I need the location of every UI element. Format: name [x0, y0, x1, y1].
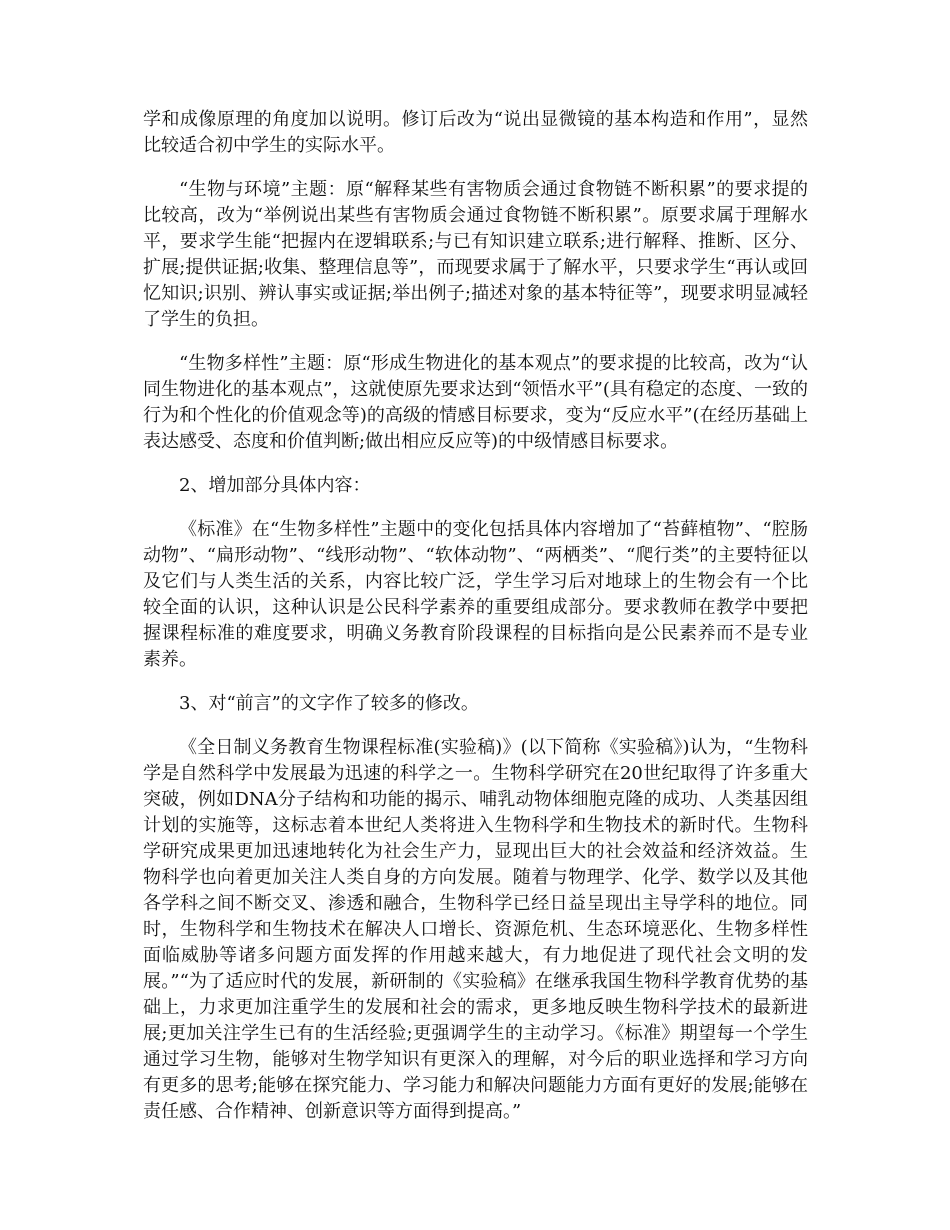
paragraph-standard-changes: 《标准》在“生物多样性”主题中的变化包括具体内容增加了“苔藓植物”、“腔肠动物”、“扁形动物”、“线形动物”、“软体动物”、“两栖类”、“爬行类”的主要特征以及它们与人类生活的关系，内容比较广泛，学生学习后对地球上的生物会有一个比较全面的认识，这种认识是公民科学素养的重要组成部分。要求教师在教学中要把握课程标准的难度要求，明确义务教育阶段课程的目标指向是公民素养而不是专业素养。 — [143, 519, 808, 670]
paragraph-environment-theme: “生物与环境”主题：原“解释某些有害物质会通过食物链不断积累”的要求提的比较高，改为“举例说出某些有害物质会通过食物链不断积累”。原要求属于理解水平，要求学生能“把握内在逻辑联系;与已有知识建立联系;进行解释、推断、区分、扩展;提供证据;收集、整理信息等”，而现要求属于了解水平，只要求学生“再认或回忆知识;识别、辨认事实或证据;举出例子;描述对象的基本特征等”，现要求明显减轻了学生的负担。 — [143, 179, 808, 330]
section-heading-preface-revisions: 3、对“前言”的文字作了较多的修改。 — [179, 693, 479, 714]
document-body — [143, 107, 808, 1143]
paragraph-experimental-draft: 《全日制义务教育生物课程标准(实验稿)》(以下简称《实验稿》)认为，“生物科学是自然科学中发展最为迅速的科学之一。生物科学研究在20世纪取得了许多重大突破，例如DNA分子结构和功能的揭示、哺乳动物体细胞克隆的成功、人类基因组计划的实施等，这标志着本世纪人类将进入生物科学和生物技术的新时代。生物科学研究成果更加迅速地转化为社会生产力，显现出巨大的社会效益和经济效益。生物科学也向着更加关注人类自身的方向发展。随着与物理学、化学、数学以及其他各学科之间不断交叉、渗透和融合，生物科学已经日益呈现出主导学科的地位。同时，生物科学和生物技术在解决人口增长、资源危机、生态环境恶化、生物多样性面临威胁等诸多问题方面发挥的作用越来越大，有力地促进了现代社会文明的发展。”“为了适应时代的发展，新研制的《实验稿》在继承我国生物科学教育优势的基础上，力求更加注重学生的发展和社会的需求，更多地反映生物科学技术的最新进展;更加关注学生已有的生活经验;更强调学生的主动学习。《标准》期望每一个学生通过学习生物，能够对生物学知识有更深入的理解，对今后的职业选择和学习方向有更多的思考;能够在探究能力、学习能力和解决问题能力方面有更好的发展;能够在责任感、合作精神、创新意识等方面得到提高。” — [143, 737, 808, 1122]
paragraph-biodiversity-theme: “生物多样性”主题：原“形成生物进化的基本观点”的要求提的比较高，改为“认同生物进化的基本观点”，这就使原先要求达到“领悟水平”(具有稳定的态度、一致的行为和个性化的价值观念等)的高级的情感目标要求，变为“反应水平”(在经历基础上表达感受、态度和价值判断;做出相应反应等)的中级情感目标要求。 — [143, 353, 808, 452]
section-heading-added-content: 2、增加部分具体内容： — [179, 475, 371, 496]
paragraph-continuation: 学和成像原理的角度加以说明。修订后改为“说出显微镜的基本构造和作用”，显然比较适合初中学生的实际水平。 — [143, 109, 808, 156]
